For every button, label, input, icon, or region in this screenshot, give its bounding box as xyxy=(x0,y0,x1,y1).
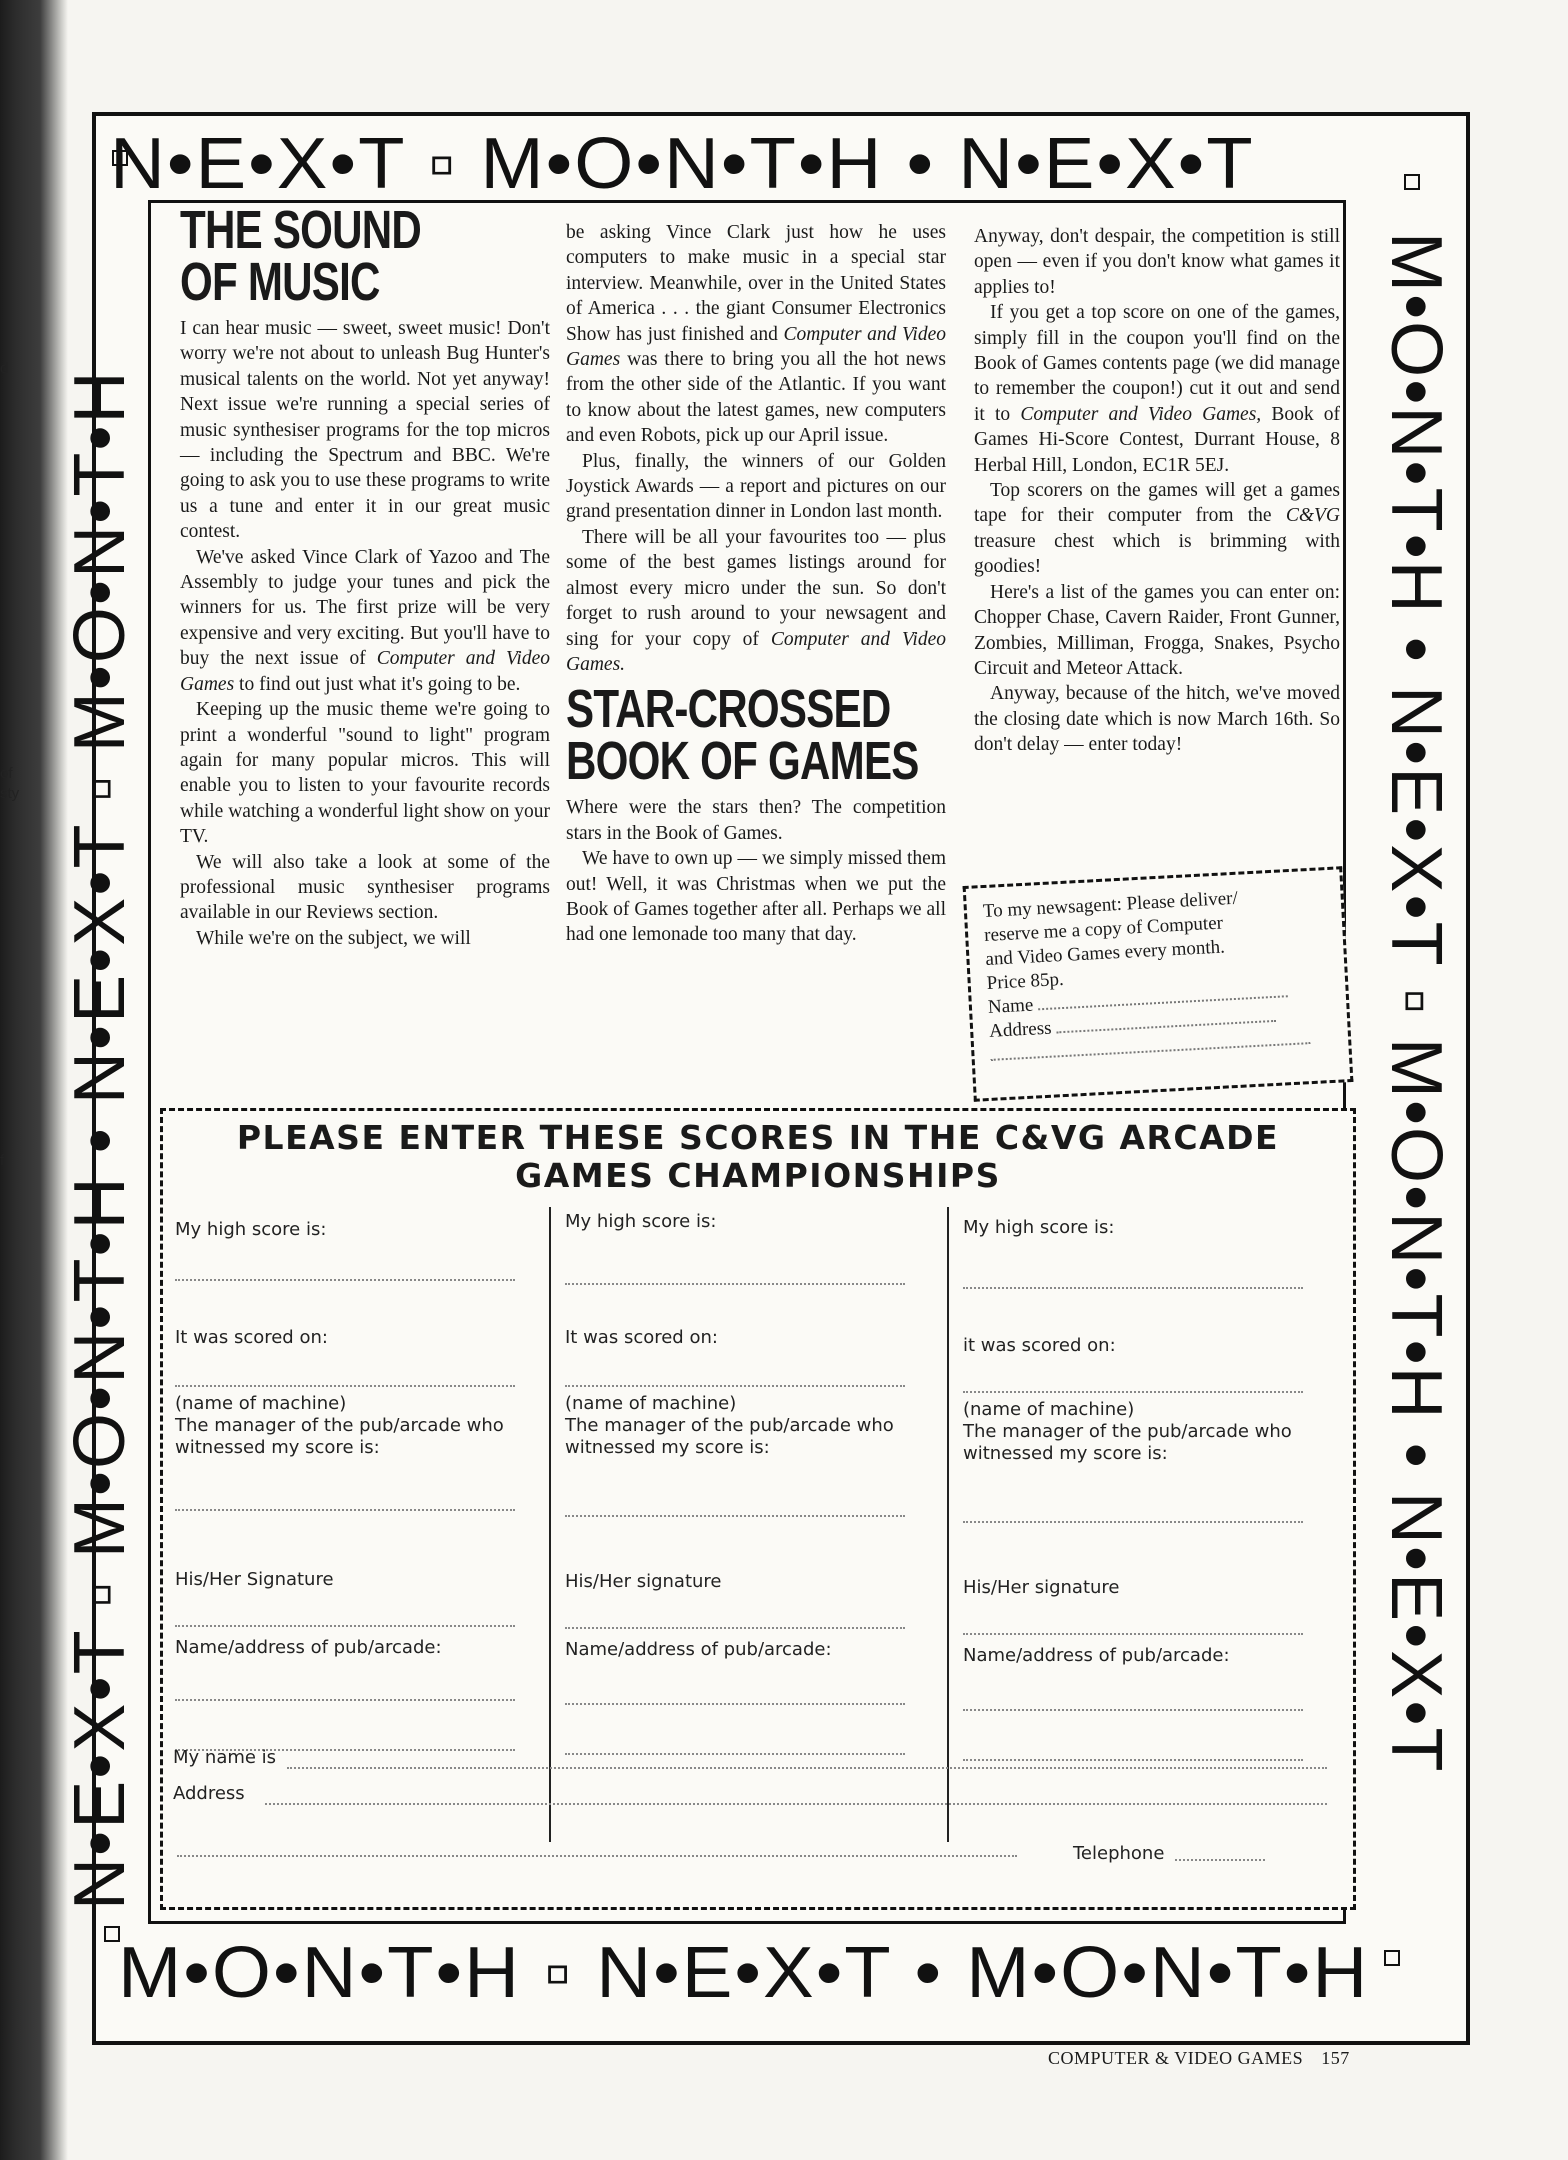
page-footer xyxy=(1048,2048,1350,2069)
form-title: PLEASE ENTER THESE SCORES IN THE C&VG ARCADE GAMES CHAMPIONSHIPS xyxy=(236,1118,1280,1195)
article-paragraph: I can hear music — sweet, sweet music! Don't worry we're not about to unleash Bug Hunter's musical talents on the world. Not yet anyway! Next issue we're running a special series of music synthesiser programs for the top micros — including the Spectrum and BBC. We're going to ask you to use these programs to write us a tune and enter it in our great music contest. xyxy=(180,318,550,543)
signature-field[interactable] xyxy=(175,1625,515,1627)
article-paragraph: While we're on the subject, we will xyxy=(196,927,471,949)
coupon-name-label: Name xyxy=(987,994,1034,1018)
my-name-label: My name is xyxy=(173,1747,277,1768)
article-paragraph: There will be all your favourites too — plus some of the best games listings around for almost every micro under the sun. So don't forget to rush around to your newsagent and sing for your copy of Computer and Video Games. xyxy=(566,526,946,675)
pub-address-field[interactable] xyxy=(963,1709,1303,1711)
corner-square-icon xyxy=(112,150,128,166)
article-paragraph: If you get a top score on one of the games, simply fill in the coupon you'll find on the Book of Games contents page (we did manage to remember the coupon!) cut it out and send it to Computer and Video Games, Book of Games Hi-Score Contest, Durrant House, 8 Herbal Hill, London, EC1R 5EJ. xyxy=(974,302,1341,476)
article-paragraph: be asking Vince Clark just how he uses computers to make music in a special star interview. Meanwhile, over in the United States of America . . . the giant Consumer Electronics Show has just finished and Computer and Video Games was there to bring you all the hot news from the other side of the Atlantic. If you want to know about the latest games, new computers and even Robots, pick up our April issue. xyxy=(566,222,946,447)
border-band-top: N•E•X•T ▫ M•O•N•T•H • N•E•X•T xyxy=(110,123,1255,204)
headline-sound-of-music: THE SOUND OF MUSIC xyxy=(180,200,422,312)
machine-field[interactable] xyxy=(565,1385,905,1387)
manager-field[interactable] xyxy=(963,1521,1303,1523)
pub-address-field[interactable] xyxy=(175,1699,515,1701)
signature-field[interactable] xyxy=(565,1627,905,1629)
margin-scrap-text: f xyxy=(0,1152,5,1169)
high-score-field[interactable] xyxy=(565,1283,905,1285)
article-paragraph: We will also take a look at some of the professional music synthesiser programs available in our Reviews section. xyxy=(180,851,550,924)
newsagent-coupon: To my newsagent: Please deliver/ reserve me a copy of Computer and Video Games every month. Price 85p. Name Address xyxy=(963,866,1354,1102)
manager-field[interactable] xyxy=(565,1515,905,1517)
column-1 xyxy=(180,200,550,951)
machine-field[interactable] xyxy=(175,1385,515,1387)
address-label: Address xyxy=(173,1783,245,1804)
corner-square-icon xyxy=(1404,174,1420,190)
article-paragraph: Top scorers on the games will get a games tape for their computer from the C&VG treasure chest which is brimming with goodies! xyxy=(974,480,1340,578)
headline-star-crossed: STAR-CROSSED BOOK OF GAMES xyxy=(566,679,919,792)
pub-address-field[interactable] xyxy=(565,1753,905,1755)
column-3 xyxy=(974,224,1340,758)
margin-scrap-text: sty xyxy=(0,785,20,802)
page-number: 157 xyxy=(1321,2048,1350,2068)
machine-field[interactable] xyxy=(963,1391,1303,1393)
page-binding-shadow xyxy=(0,0,68,2160)
score-column-2: My high score is: It was scored on: (name of machine) The manager of the pub/arcade who witnessed my score is: His/Her signature Name/address of pub/arcade: xyxy=(557,1209,927,1829)
telephone-field[interactable] xyxy=(1175,1859,1265,1861)
coupon-address-label: Address xyxy=(988,1017,1052,1042)
high-score-field[interactable] xyxy=(175,1279,515,1281)
score-column-3: My high score is: it was scored on: (name of machine) The manager of the pub/arcade who witnessed my score is: His/Her signature Name/address of pub/arcade: xyxy=(955,1209,1325,1829)
border-band-bottom: M•O•N•T•H ▫ N•E•X•T • M•O•N•T•H xyxy=(118,1932,1370,2013)
corner-square-icon xyxy=(1384,1950,1400,1966)
column-divider xyxy=(549,1207,551,1842)
manager-field[interactable] xyxy=(175,1509,515,1511)
article-paragraph: We've asked Vince Clark of Yazoo and The Assembly to judge your tunes and pick the winners for us. The first prize will be very expensive and very exciting. But you'll have to buy the next issue of Computer and Video Games to find out just what it's going to be. xyxy=(180,546,550,695)
border-band-left: N•E•X•T ▫ M•O•N•T•H • N•E•X•T ▫ M•O•N•T•H xyxy=(60,369,140,1910)
pub-address-field[interactable] xyxy=(565,1703,905,1705)
my-name-field[interactable] xyxy=(287,1767,1327,1769)
margin-scrap-text: d xyxy=(0,360,9,377)
coupon-address-field-2[interactable] xyxy=(991,1042,1311,1061)
magazine-name: COMPUTER & VIDEO GAMES xyxy=(1048,2048,1304,2068)
border-band-right: M•O•N•T•H • N•E•X•T ▫ M•O•N•T•H • N•E•X•T xyxy=(1376,232,1456,1774)
corner-square-icon xyxy=(104,1926,120,1942)
column-divider xyxy=(947,1207,949,1842)
margin-scrap-text: of xyxy=(0,765,13,782)
score-column-1: My high score is: It was scored on: (name of machine) The manager of the pub/arcade who witnessed my score is: His/Her Signature Name/address of pub/arcade: xyxy=(167,1209,537,1829)
article-paragraph: Anyway, don't despair, the competition is still open — even if you don't know what games it applies to! xyxy=(974,226,1340,298)
high-score-field[interactable] xyxy=(963,1287,1303,1289)
article-paragraph: Plus, finally, the winners of our Golden Joystick Awards — a report and pictures on our grand presentation dinner in London last month. xyxy=(566,450,946,523)
signature-field[interactable] xyxy=(963,1633,1303,1635)
article-paragraph: Keeping up the music theme we're going to print a wonderful "sound to light" program again for many popular micros. This will enable you to listen to your favourite records while watching a wonderful light show on your TV. xyxy=(180,699,550,848)
address-field[interactable] xyxy=(265,1803,1327,1805)
article-paragraph: Where were the stars then? The competition stars in the Book of Games. xyxy=(566,797,946,844)
article-paragraph: Here's a list of the games you can enter on: Chopper Chase, Cavern Raider, Front Gunner, Zombies, Milliman, Frogga, Snakes, Psycho Circuit and Meteor Attack. xyxy=(974,581,1340,679)
article-paragraph: We have to own up — we simply missed them out! Well, it was Christmas when we put the Book of Games together after all. Perhaps we all had one lemonade too many that day. xyxy=(566,848,946,946)
score-entry-form xyxy=(160,1108,1356,1910)
column-2 xyxy=(566,220,946,948)
pub-address-field[interactable] xyxy=(963,1759,1303,1761)
article-paragraph: Anyway, because of the hitch, we've moved the closing date which is now March 16th. So don't delay — enter today! xyxy=(974,683,1340,756)
address-field-2[interactable] xyxy=(177,1855,1017,1857)
telephone-label: Telephone xyxy=(1073,1843,1165,1864)
